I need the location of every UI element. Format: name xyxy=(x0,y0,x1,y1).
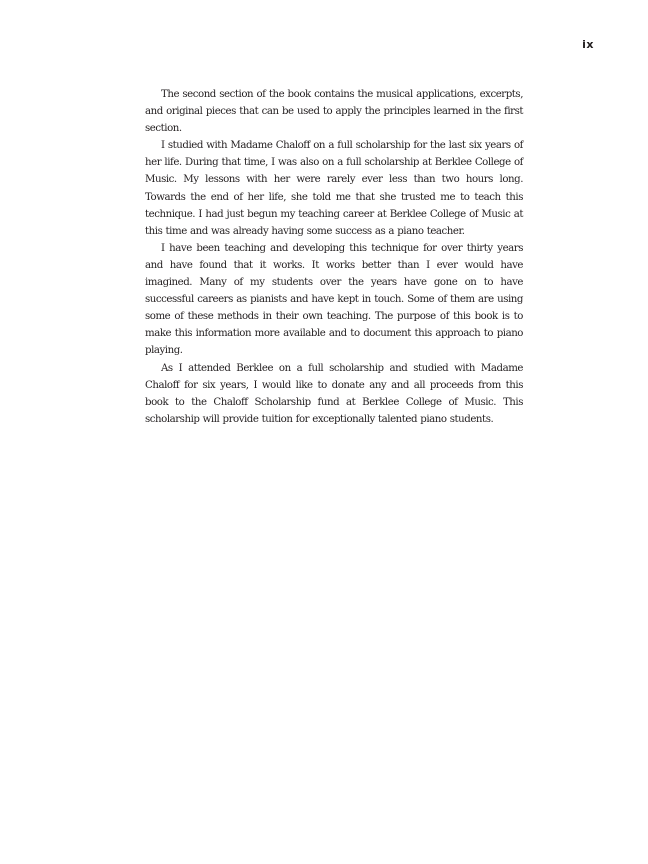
paragraph: The second section of the book contains the musical applications, excerpts, and original pieces that can be used to apply the principles learned in the first section. xyxy=(145,89,523,135)
paragraph: I have been teaching and developing this technique for over thirty years and have found that it works. It works better than I ever would have imagined. Many of my students over the years have gone on to have successful careers as pianists and have kept in touch. Some of them are using some of these methods in their own teaching. The purpose of this book is to make this information more available and to document this approach to piano playing. xyxy=(145,242,523,357)
paragraph: As I attended Berklee on a full scholarship and studied with Madame Chaloff for six years, I would like to donate any and all proceeds from this book to the Chaloff Scholarship fund at Berklee College of Music. This scholarship will provide tuition for exceptionally talented piano students. xyxy=(145,362,523,425)
paragraph: I studied with Madame Chaloff on a full scholarship for the last six years of her life. During that time, I was also on a full scholarship at Berklee College of Music. My lessons with her were rarely ever less than two hours long. Towards the end of her life, she told me that she trusted me to teach this technique. I had just begun my teaching career at Berklee College of Music at this time and was already having some success as a piano teacher. xyxy=(145,140,523,237)
page-number: ix xyxy=(582,38,594,51)
body-text xyxy=(145,86,523,428)
